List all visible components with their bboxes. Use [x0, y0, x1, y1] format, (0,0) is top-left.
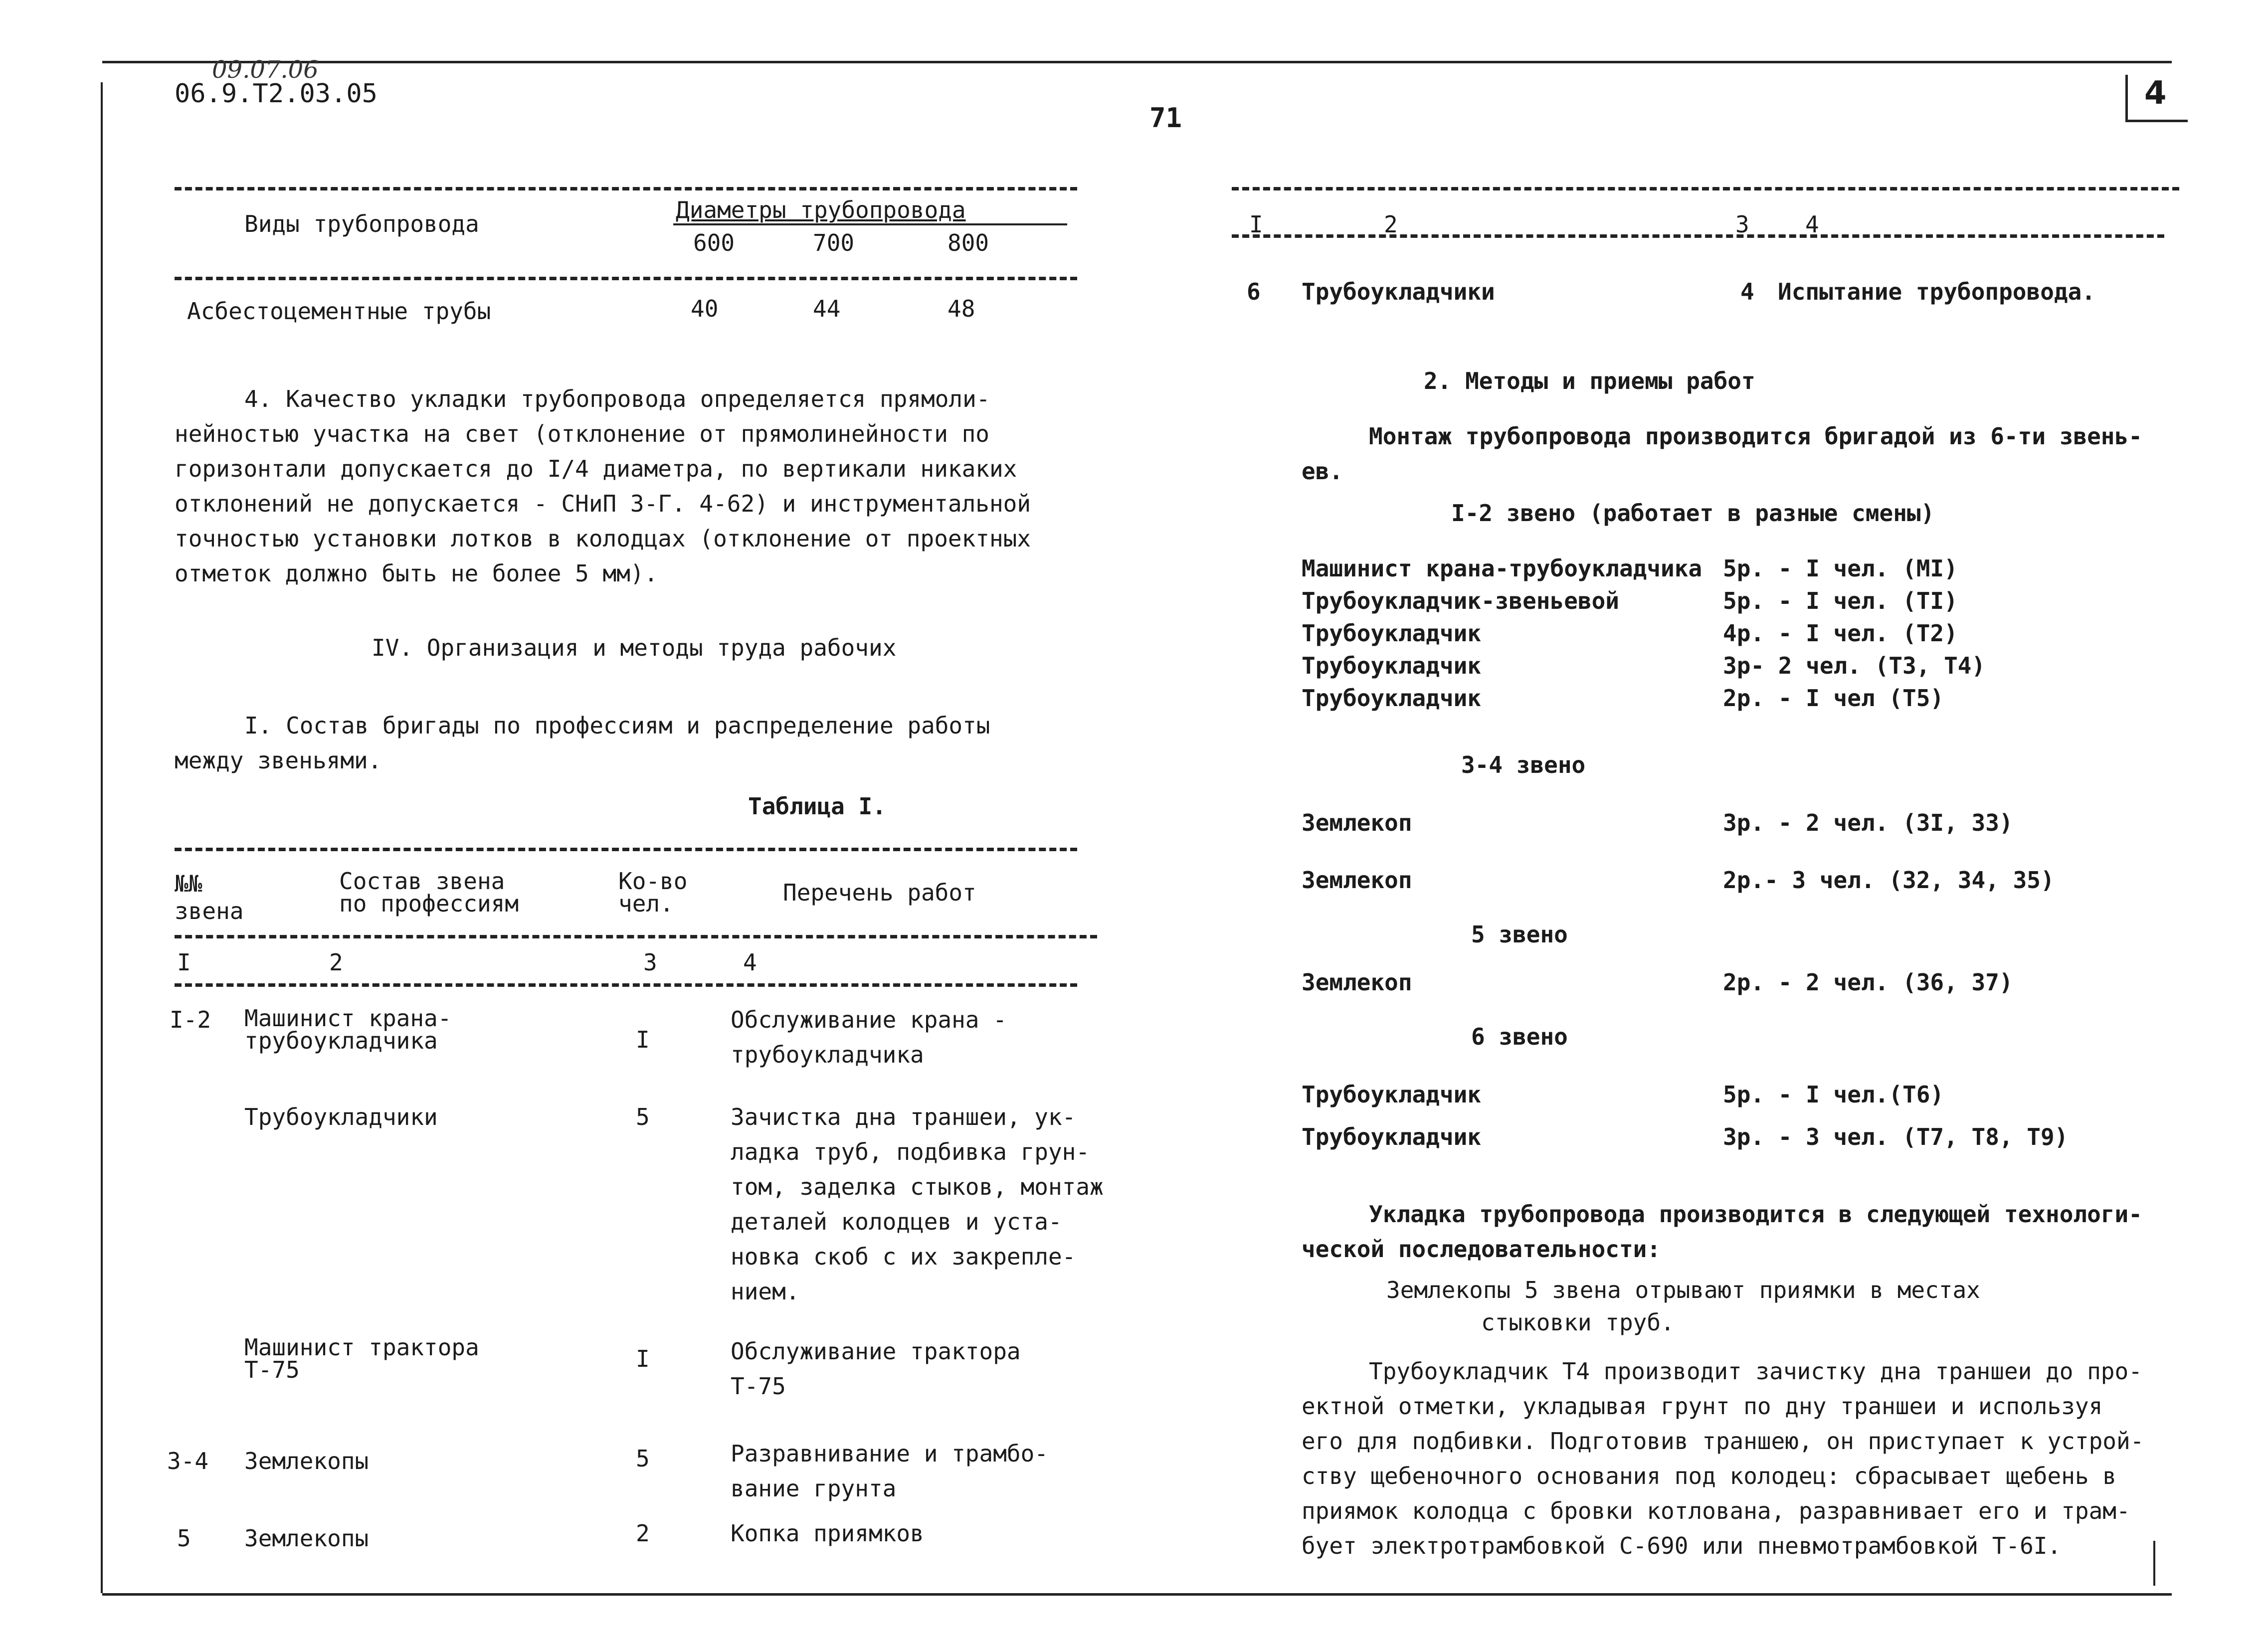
right-row-count: 4 [1740, 278, 1754, 305]
right-table-header-rule [1232, 234, 2164, 238]
unit-6-title: 6 звено [1471, 1023, 1568, 1050]
t4-para: Трубоукладчик Т4 производит зачистку дна траншеи до про- ектной отметки, укладывая грунт по дну траншеи и используя его для подбивки. Подготовив траншею, он приступает к устрой- ству щебеночного основания под колодец: сбрасывает щебень в приямок колодца с бровки котлована, разравнивает его и трам- бует электротрамбовкой С-690 или пневмотрамбовкой Т-6I. [1302, 1358, 2144, 1559]
top-border-line [102, 61, 2172, 63]
para-4-line: отметок должно быть не более 5 мм). [175, 560, 658, 587]
earth-para: Землекопы 5 звена отрывают приямки в местах стыковки труб. [1386, 1277, 1980, 1336]
unit-12-title: I-2 звено (работает в разные смены) [1451, 500, 1935, 527]
bottom-border-line [102, 1593, 2172, 1596]
section-2-title: 2. Методы и приемы работ [1424, 367, 1755, 394]
crew-row-5-count: 2 [636, 1520, 650, 1547]
unit-12-grade-1: 5р. - I чел. (МI) [1723, 555, 1958, 582]
para-1-line: между звеньями. [175, 747, 382, 774]
crew-table-colnum-rule [175, 983, 1077, 987]
crew-table-top-rule [175, 848, 1077, 851]
unit-12-prof-1: Машинист крана-трубоукладчика [1302, 555, 1702, 582]
right-colnum-1: I [1249, 211, 1263, 238]
unit-6-prof-1: Трубоукладчик [1302, 1081, 1482, 1108]
crew-row-4-prof: Землекопы [244, 1448, 369, 1474]
unit-6-grade-2: 3р. - 3 чел. (Т7, Т8, Т9) [1723, 1123, 2069, 1150]
crew-row-1-unit: I-2 [170, 1006, 211, 1033]
right-row-unit: 6 [1247, 278, 1261, 305]
para-4-line: отклонений не допускается - СНиП 3-Г. 4-62) и инструментальной [175, 490, 1031, 517]
para-1 [175, 708, 990, 778]
unit-12-grade-4: 3р- 2 чел. (Т3, Т4) [1723, 652, 1986, 679]
unit-12-grade-3: 4р. - I чел. (Т2) [1723, 620, 1958, 647]
unit-34-title: 3-4 звено [1461, 751, 1586, 778]
crew-row-3-prof: Машинист трактора Т-75 [244, 1334, 479, 1383]
diam-row-value-700: 44 [813, 295, 841, 322]
crew-row-2-work: Зачистка дна траншеи, ук- ладка труб, подбивка грун- том, заделка стыков, монтаж деталей колодцев и уста- новка скоб с их закрепле- нием. [731, 1103, 1104, 1305]
crew-row-2-count: 5 [636, 1103, 650, 1130]
unit-12-prof-5: Трубоукладчик [1302, 685, 1482, 712]
crew-row-1-work: Обслуживание крана - трубоукладчика [731, 1006, 1007, 1068]
diam-800: 800 [947, 229, 989, 256]
unit-12-prof-3: Трубоукладчик [1302, 620, 1482, 647]
intro-para: Монтаж трубопровода производится бригадой из 6-ти звень- ев. [1302, 423, 2142, 485]
right-colnum-3: 3 [1735, 211, 1749, 238]
unit-34-grade-1: 3р. - 2 чел. (3I, 33) [1723, 809, 2013, 836]
crew-row-5-prof: Землекопы [244, 1525, 369, 1552]
crew-table-header-rule [175, 935, 1097, 938]
unit-34-prof-1: Землекоп [1302, 809, 1412, 836]
right-row-prof: Трубоукладчики [1302, 278, 1495, 305]
unit-12-grade-2: 5р. - I чел. (ТI) [1723, 587, 1958, 614]
unit-12-grade-5: 2р. - I чел (Т5) [1723, 685, 1944, 712]
crew-row-5-unit: 5 [177, 1525, 191, 1552]
tech-para: Укладка трубопровода производится в следующей технологи- ческой последовательности: [1302, 1201, 2142, 1263]
crew-header-profession: Состав звена по профессиям [339, 868, 519, 917]
crew-row-4-count: 5 [636, 1445, 650, 1472]
crew-row-1-prof: Машинист крана- трубоукладчика [244, 1005, 452, 1054]
left-border-line [101, 82, 103, 1593]
crew-colnum-1: I [177, 949, 191, 976]
sheet-number: 4 [2144, 75, 2167, 112]
diam-col-header: Виды трубопровода [244, 210, 479, 237]
crew-row-1-count: I [636, 1026, 650, 1053]
para-4-line: 4. Качество укладки трубопровода определяется прямоли- [244, 385, 990, 412]
right-colnum-4: 4 [1805, 211, 1819, 238]
crew-row-3-work: Обслуживание трактора Т-75 [731, 1338, 1021, 1400]
page-number: 71 [1149, 102, 1182, 134]
para-4-line: точностью установки лотков в колодцах (отклонение от проектных [175, 525, 1031, 552]
diam-table-top-rule [175, 187, 1077, 190]
para-4-line: горизонтали допускается до I/4 диаметра, по вертикали никаких [175, 455, 1017, 482]
right-row-work: Испытание трубопровода. [1778, 278, 2095, 305]
right-colnum-2: 2 [1384, 211, 1398, 238]
crew-colnum-4: 4 [743, 949, 757, 976]
crew-row-3-count: I [636, 1345, 650, 1372]
unit-34-grade-2: 2р.- 3 чел. (32, 34, 35) [1723, 867, 2055, 894]
table-caption: Таблица I. [748, 793, 886, 820]
diam-row-value-800: 48 [947, 295, 975, 322]
crew-colnum-2: 2 [329, 949, 343, 976]
crew-colnum-3: 3 [643, 949, 657, 976]
right-bottom-mark [2153, 1541, 2155, 1586]
diam-group-header: Диаметры трубопровода [676, 196, 966, 223]
para-4-line: нейностью участка на свет (отклонение от прямолинейности по [175, 420, 989, 447]
crew-header-count: Ко-во чел. [618, 868, 688, 917]
right-table-top-rule [1232, 187, 2179, 190]
para-1-line: I. Состав бригады по профессиям и распределение работы [244, 712, 990, 739]
para-4 [175, 381, 1031, 591]
unit-34-prof-2: Землекоп [1302, 867, 1412, 894]
crew-header-unit: №№ звена [175, 870, 244, 924]
diam-group-underline [673, 223, 1067, 225]
unit-5-grade-1: 2р. - 2 чел. (36, 37) [1723, 969, 2013, 996]
crew-row-4-unit: 3-4 [167, 1448, 209, 1474]
unit-12-prof-4: Трубоукладчик [1302, 652, 1482, 679]
crew-header-work: Перечень работ [783, 879, 976, 906]
diam-row-label: Асбестоцементные трубы [187, 298, 491, 325]
unit-12-prof-2: Трубоукладчик-звеньевой [1302, 587, 1619, 614]
crew-row-2-prof: Трубоукладчики [244, 1103, 438, 1130]
diam-700: 700 [813, 229, 855, 256]
diam-600: 600 [693, 229, 735, 256]
diam-row-value-600: 40 [691, 295, 719, 322]
unit-6-prof-2: Трубоукладчик [1302, 1123, 1482, 1150]
unit-6-grade-1: 5р. - I чел.(Т6) [1723, 1081, 1944, 1108]
unit-5-prof-1: Землекоп [1302, 969, 1412, 996]
section-title-iv: IV. Организация и методы труда рабочих [372, 634, 897, 661]
crew-row-4-work: Разравнивание и трамбо- вание грунта [731, 1440, 1048, 1502]
doc-code: 06.9.Т2.03.05 [175, 79, 378, 109]
handwritten-date: 09.07.06 [212, 56, 319, 84]
diam-table-header-rule [175, 277, 1077, 280]
crew-row-5-work: Копка приямков [731, 1520, 924, 1547]
unit-5-title: 5 звено [1471, 921, 1568, 948]
